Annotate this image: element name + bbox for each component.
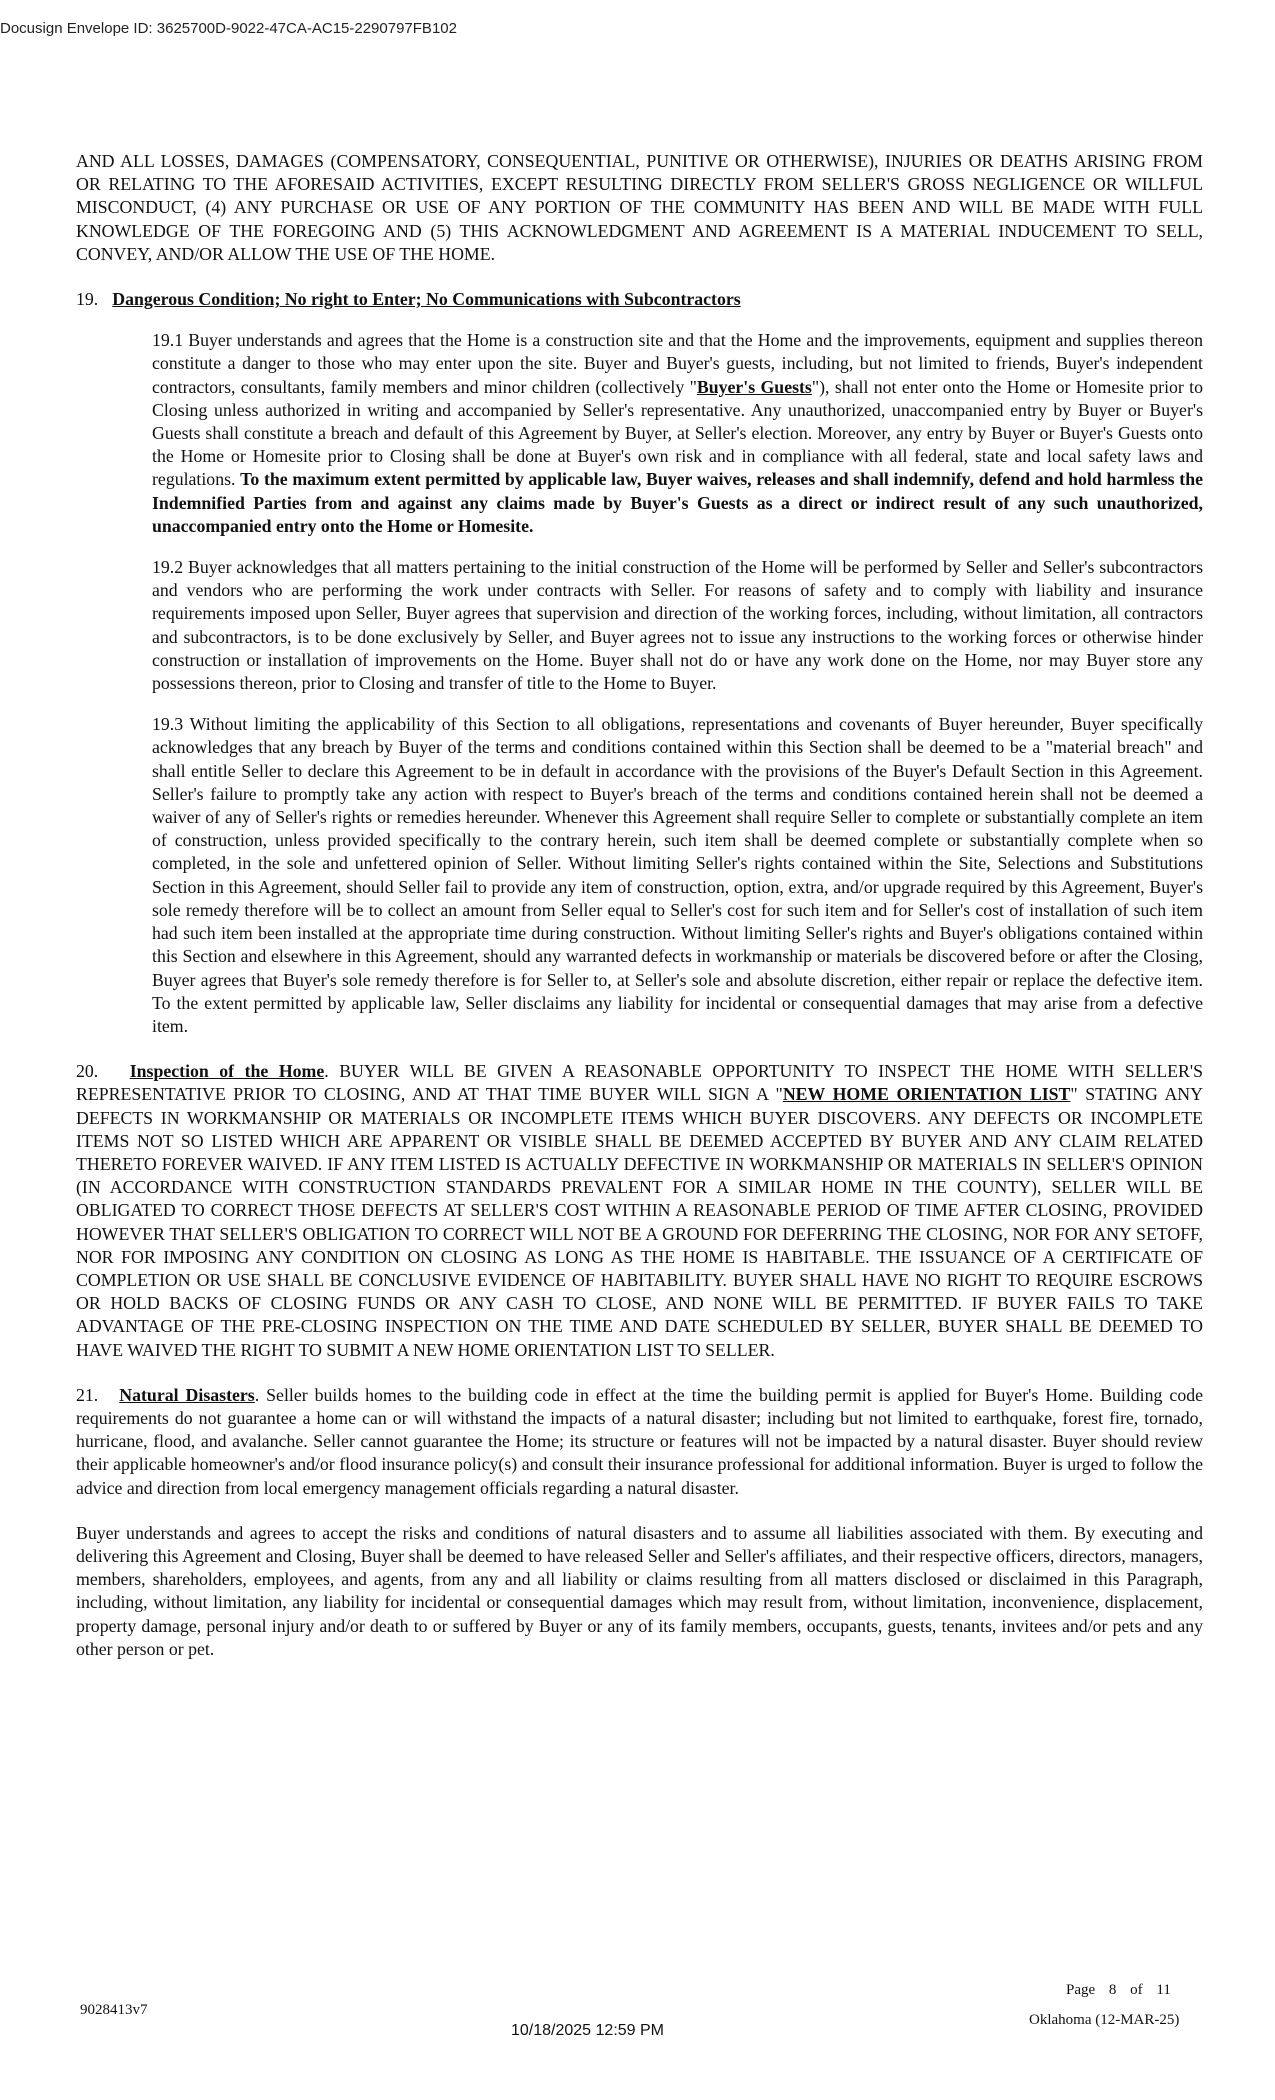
page-of-label: of — [1130, 1982, 1143, 1998]
section-20-number: 20. — [76, 1061, 99, 1082]
state-form-label: Oklahoma (12-MAR-25) — [1029, 2012, 1180, 2028]
defined-term-buyers-guests: Buyer's Guests — [696, 376, 812, 397]
page-current: 8 — [1108, 1982, 1117, 1998]
section-19-number: 19. — [76, 289, 99, 310]
document-body — [76, 150, 1203, 1661]
section-21-text-a: . Seller builds homes to the building code in effect at the time the building permit is applied for Buyer's Home. Building code requirements do not guarantee a home can or will withstand the impacts of a natural disaster; including but not limited to earthquake, forest fire, tornado, hurricane, flood, and avalanche. Seller cannot guarantee the Home; its structure or features will not be impacted by a natural disaster. Buyer should review their applicable homeowner's and/or flood insurance policy(s) and consult their insurance professional for additional information. Buyer is urged to follow the advice and direction from local emergency management officials regarding a natural disaster. — [76, 1384, 1203, 1498]
section-21-number: 21. — [76, 1384, 99, 1405]
section-19-2: 19.2 Buyer acknowledges that all matters pertaining to the initial construction of the Home will be performed by Seller and Seller's subcontractors and vendors who are performing the work under contracts with Seller. For reasons of safety and to comply with liability and insurance requirements imposed upon Seller, Buyer agrees that supervision and direction of the working forces, including, without limitation, all contractors and subcontractors, is to be done exclusively by Seller, and Buyer agrees not to issue any instructions to the working forces or otherwise hinder construction or installation of improvements on the Home. Buyer shall not do or have any work done on the Home, nor may Buyer store any possessions thereon, prior to Closing and transfer of title to the Home to Buyer. — [152, 557, 1203, 694]
page-label: Page — [1066, 1982, 1096, 1998]
section-19-heading — [76, 288, 1203, 311]
section-19-1-indemnity-bold: To the maximum extent permitted by applicable law, Buyer waives, releases and shall indemnify, defend and hold harmless the Indemnified Parties from and against any claims made by Buyer's Guests as a direct or indirect result of any such unauthorized, unaccompanied entry onto the Home or Homesite. — [152, 469, 1203, 536]
document-version-id: 9028413v7 — [80, 2002, 148, 2018]
section-21-title: Natural Disasters — [119, 1384, 255, 1405]
section-20-title: Inspection of the Home — [129, 1061, 325, 1082]
signing-timestamp: 10/18/2025 12:59 PM — [511, 2022, 665, 2039]
page-total: 11 — [1156, 1982, 1171, 1998]
section-20 — [76, 1060, 1203, 1362]
section-20-text-b: " STATING ANY DEFECTS IN WORKMANSHIP OR MATERIALS OR INCOMPLETE ITEMS WHICH BUYER DISCOVERS. ANY DEFECTS OR INCOMPLETE ITEMS NOT SO LISTED WHICH ARE APPARENT OR VISIBLE SHALL BE DEEMED ACCEPTED BY BUYER AND ANY CLAIM RELATED THERETO FOREVER WAIVED. IF ANY ITEM LISTED IS ACTUALLY DEFECTIVE IN WORKMANSHIP OR MATERIALS IN SELLER'S OPINION (IN ACCORDANCE WITH CONSTRUCTION STANDARDS PREVALENT FOR A SIMILAR HOME IN THE COUNTY), SELLER WILL BE OBLIGATED TO CORRECT THOSE DEFECTS AT SELLER'S COST WITHIN A REASONABLE PERIOD OF TIME AFTER CLOSING, PROVIDED HOWEVER THAT SELLER'S OBLIGATION TO CORRECT WILL NOT BE A GROUND FOR DEFERRING THE CLOSING, NOR FOR ANY SETOFF, NOR FOR IMPOSING ANY CONDITION ON CLOSING AS LONG AS THE HOME IS HABITABLE. THE ISSUANCE OF A CERTIFICATE OF COMPLETION OR USE SHALL BE CONCLUSIVE EVIDENCE OF HABITABILITY. BUYER SHALL HAVE NO RIGHT TO REQUIRE ESCROWS OR HOLD BACKS OF CLOSING FUNDS OR ANY CASH TO CLOSE, AND NONE WILL BE PERMITTED. IF BUYER FAILS TO TAKE ADVANTAGE OF THE PRE-CLOSING INSPECTION ON THE TIME AND DATE SCHEDULED BY SELLER, BUYER SHALL BE DEEMED TO HAVE WAIVED THE RIGHT TO SUBMIT A NEW HOME ORIENTATION LIST TO SELLER. — [76, 1084, 1203, 1360]
section-20-text-a: . BUYER WILL BE GIVEN A REASONABLE OPPORTUNITY TO INSPECT THE HOME WITH SELLER'S REPRESENTATIVE PRIOR TO CLOSING, AND AT THAT TIME BUYER WILL SIGN A " — [76, 1061, 1203, 1105]
section-21-release-paragraph: Buyer understands and agrees to accept the risks and conditions of natural disasters and to assume all liabilities associated with them. By executing and delivering this Agreement and Closing, Buyer shall be deemed to have released Seller and Seller's affiliates, and their respective officers, directors, managers, members, shareholders, employees, and agents, from any and all liability or claims resulting from all matters disclosed or disclaimed in this Paragraph, including, without limitation, any liability for incidental or consequential damages which may result from, without limitation, inconvenience, displacement, property damage, personal injury and/or death to or suffered by Buyer or any of its family members, occupants, guests, tenants, invitees and/or pets and any other person or pet. — [76, 1522, 1203, 1659]
defined-term-new-home-orientation-list: NEW HOME ORIENTATION LIST — [782, 1084, 1071, 1105]
page-number — [1066, 1982, 1181, 1999]
intro-caps-paragraph: AND ALL LOSSES, DAMAGES (COMPENSATORY, CONSEQUENTIAL, PUNITIVE OR OTHERWISE), INJURIES OR DEATHS ARISING FROM OR RELATING TO THE AFORESAID ACTIVITIES, EXCEPT RESULTING DIRECTLY FROM SELLER'S GROSS NEGLIGENCE OR WILLFUL MISCONDUCT, (4) ANY PURCHASE OR USE OF ANY PORTION OF THE COMMUNITY HAS BEEN AND WILL BE MADE WITH FULL KNOWLEDGE OF THE FOREGOING AND (5) THIS ACKNOWLEDGMENT AND AGREEMENT IS A MATERIAL INDUCEMENT TO SELL, CONVEY, AND/OR ALLOW THE USE OF THE HOME. — [76, 151, 1203, 264]
envelope-id: Docusign Envelope ID: 3625700D-9022-47CA-AC15-2290797FB102 — [0, 20, 457, 37]
section-19-1 — [152, 329, 1203, 538]
section-19-1-text-b: "), shall not enter onto the Home or Homesite prior to Closing unless authorized in writing and accompanied by Seller's representative. Any unauthorized, unaccompanied entry by Buyer or Buyer's Guests shall constitute a breach and default of this Agreement by Buyer, at Seller's election. Moreover, any entry by Buyer or Buyer's Guests onto the Home or Homesite prior to Closing shall be done at Buyer's own risk and in compliance with all federal, state and local safety laws and regulations. — [152, 376, 1204, 490]
section-21 — [76, 1384, 1203, 1500]
section-19-title: Dangerous Condition; No right to Enter; No Communications with Subcontractors — [112, 289, 741, 310]
section-19-1-text-a: 19.1 Buyer understands and agrees that the Home is a construction site and that the Home and the improvements, equipment and supplies thereon constitute a danger to those who may enter upon the site. Buyer and Buyer's guests, including, but not limited to friends, Buyer's independent contractors, consultants, family members and minor children (collectively " — [152, 330, 1203, 397]
section-19-3: 19.3 Without limiting the applicability of this Section to all obligations, representations and covenants of Buyer hereunder, Buyer specifically acknowledges that any breach by Buyer of the terms and conditions contained within this Section shall be deemed to be a "material breach" and shall entitle Seller to declare this Agreement to be in default in accordance with the provisions of the Buyer's Default Section in this Agreement. Seller's failure to promptly take any action with respect to Buyer's breach of the terms and conditions contained herein shall not be deemed a waiver of any of Seller's rights or remedies hereunder. Whenever this Agreement shall require Seller to complete or substantially complete an item of construction, unless provided specifically to the contrary herein, such item shall be deemed complete or substantially complete when so completed, in the sole and unfettered opinion of Seller. Without limiting Seller's rights contained within the Site, Selections and Substitutions Section in this Agreement, should Seller fail to provide any item of construction, option, extra, and/or upgrade required by this Agreement, Buyer's sole remedy therefore will be to collect an amount from Seller equal to Seller's cost for such item and for Seller's cost of installation of such item had such item been installed at the appropriate time during construction. Without limiting Seller's rights and Buyer's obligations contained within this Section and elsewhere in this Agreement, should any warranted defects in workmanship or materials be discovered before or after the Closing, Buyer agrees that Buyer's sole remedy therefore is for Seller to, at Seller's sole and absolute discretion, either repair or replace the defective item. To the extent permitted by applicable law, Seller disclaims any liability for incidental or consequential damages that may arise from a defective item. — [152, 714, 1203, 1036]
